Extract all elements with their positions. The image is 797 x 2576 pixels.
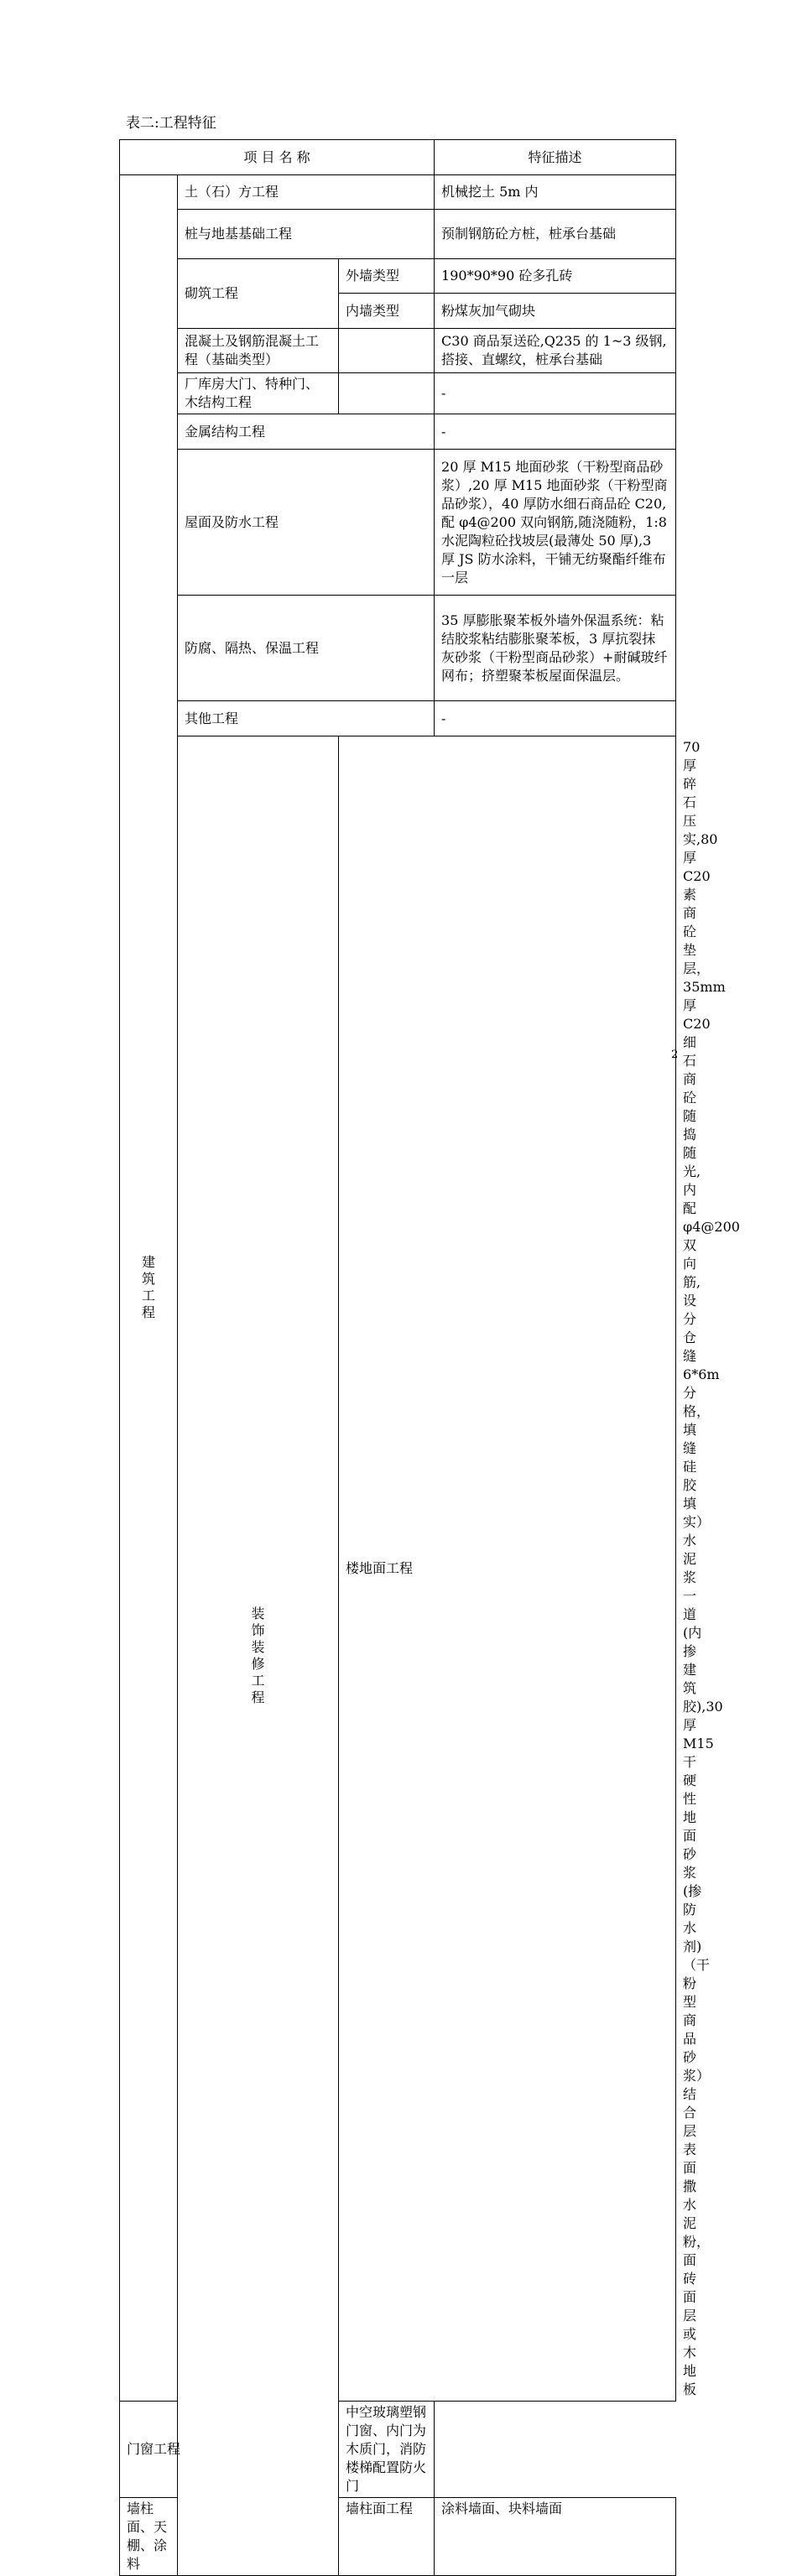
item-name: 屋面及防水工程 — [178, 450, 435, 596]
item-desc: 涂料墙面、块料墙面 — [435, 2498, 676, 2576]
item-desc: - — [435, 373, 676, 414]
header-desc: 特征描述 — [435, 140, 676, 175]
item-name: 桩与地基基础工程 — [178, 210, 435, 259]
category-building: 建筑工程 — [120, 175, 178, 2402]
item-name: 砌筑工程 — [178, 259, 339, 329]
item-desc: 机械挖土 5m 内 — [435, 175, 676, 210]
item-desc: 中空玻璃塑钢门窗、内门为木质门，消防楼梯配置防火门 — [339, 2402, 435, 2498]
sub-item-name: 墙柱面工程 — [339, 2498, 435, 2576]
table-caption: 表二:工程特征 — [126, 115, 216, 132]
item-name: 混凝土及钢筋混凝土工程（基础类型） — [178, 329, 339, 373]
item-desc: 预制钢筋砼方桩，桩承台基础 — [435, 210, 676, 259]
item-desc: - — [435, 701, 676, 736]
item-name: 厂库房大门、特种门、木结构工程 — [178, 373, 339, 414]
item-desc: 20 厚 M15 地面砂浆（干粉型商品砂浆）,20 厚 M15 地面砂浆（干粉型商品砂浆），40 厚防水细石商品砼 C20,配 φ4@200 双向钢筋,随浇随粉，1:8 水泥陶粒砼找坡层(最薄处 50 厚),3 厚 JS 防水涂料，干铺无纺聚酯纤维布一层 — [435, 450, 676, 596]
item-name: 门窗工程 — [120, 2402, 339, 2498]
item-name: 防腐、隔热、保温工程 — [178, 596, 435, 701]
sub-item-name: 内墙类型 — [339, 294, 435, 329]
sub-item-empty — [339, 373, 435, 414]
item-desc: C30 商品泵送砼,Q235 的 1~3 级钢,搭接、直螺纹，桩承台基础 — [435, 329, 676, 373]
category-decoration: 装饰装修工程 — [178, 736, 339, 2576]
item-desc: 35 厚膨胀聚苯板外墙外保温系统：粘结胶浆粘结膨胀聚苯板，3 厚抗裂抹灰砂浆（干粉型商品砂浆）+耐碱玻纤网布；挤塑聚苯板屋面保温层。 — [435, 596, 676, 701]
engineering-features-table: 项 目 名 称 特征描述 建筑工程 土（石）方工程 机械挖土 5m 内 桩与地基基础工程 预制钢筋砼方桩，桩承台基础 砌筑工程 外墙类型 190*90*90 砼多孔砖 内墙类型 粉煤灰加气砌块 混凝土及钢筋混凝土工程（基础类型） C30 商品泵送砼,Q235 的 1~3 级钢,搭接、直螺纹，桩承台基础 厂库房大门、特种门、木结构工程 - 金属结构工程 - 屋面及防水工程 20 厚 M15 地面砂浆（干粉型商品砂浆）,20 厚 M15 地面砂浆（干粉型商品砂浆），40 厚防水细石商品砼 C20,配 φ4@200 双向钢筋,随浇随粉，1:8 水泥陶粒砼找坡层(最薄处 50 厚),3 厚 JS 防水涂料，干铺无纺聚酯纤维布一层 防腐、隔热、保温工程 35 厚膨胀聚苯板外墙外保温系统：粘结胶浆粘结膨胀聚苯板，3 厚抗裂抹灰砂浆（干粉型商品砂浆）+耐碱玻纤网布；挤塑聚苯板屋面保温层。 其他工程 - 装饰装修工程 楼地面工程 70 厚碎石压实,80 厚 C20 素商砼垫层，35mm 厚 C20 细石商砼随捣随光,内配 φ4@200 双向筋,设分仓缝 6*6m 分格，填缝硅胶填实）水泥浆一道(内掺建筑胶),30 厚 M15 干硬性地面砂浆(掺防水剂)（干粉型商品砂浆）结合层表面撒水泥粉，面砖面层或木地板 门窗工程 中空玻璃塑钢门窗、内门为木质门，消防楼梯配置防火门 墙柱面、天棚、涂料 墙柱面工程 涂料墙面、块料墙面 — [119, 139, 676, 2576]
sub-item-empty — [339, 329, 435, 373]
item-name: 墙柱面、天棚、涂料 — [120, 2498, 178, 2576]
item-desc: 190*90*90 砼多孔砖 — [435, 259, 676, 294]
item-name: 金属结构工程 — [178, 414, 435, 450]
sub-item-name: 外墙类型 — [339, 259, 435, 294]
item-desc: 粉煤灰加气砌块 — [435, 294, 676, 329]
header-name: 项 目 名 称 — [120, 140, 435, 175]
item-name: 其他工程 — [178, 701, 435, 736]
item-desc: - — [435, 414, 676, 450]
page-number: 2 — [671, 1049, 679, 1061]
item-name: 楼地面工程 — [339, 736, 676, 2402]
item-name: 土（石）方工程 — [178, 175, 435, 210]
